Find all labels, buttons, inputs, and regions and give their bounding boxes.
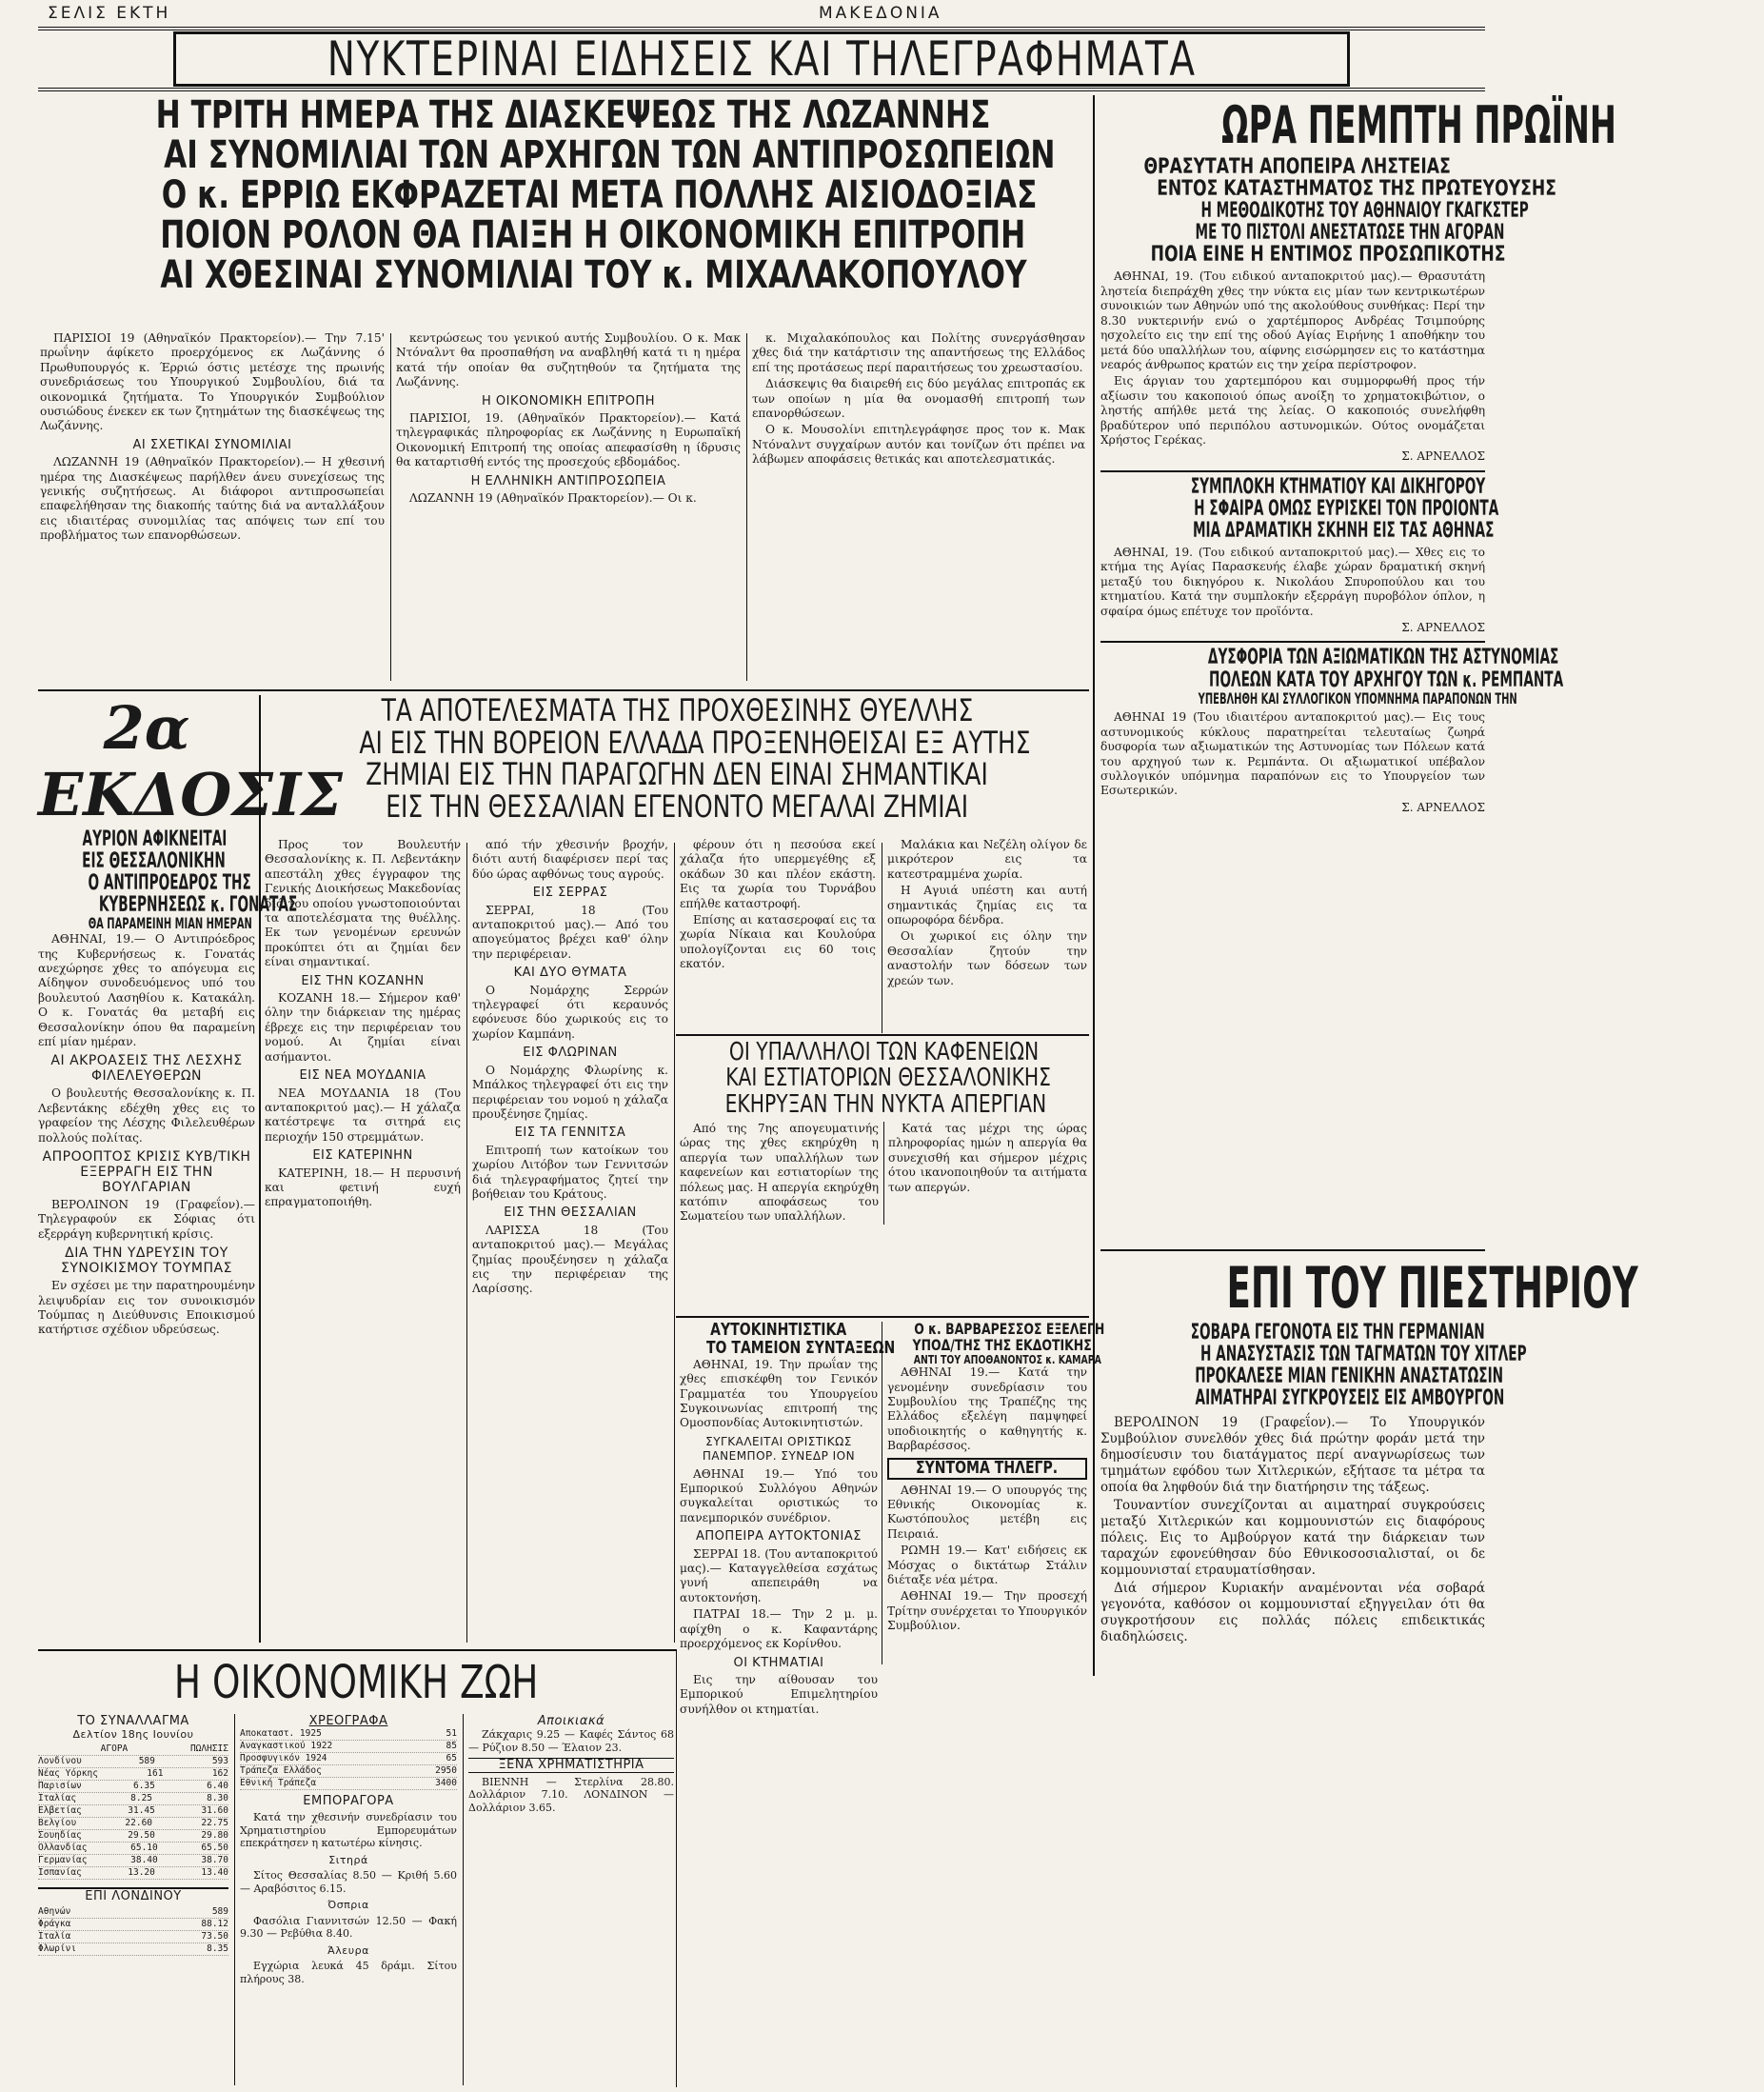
thyella-column-3 — [680, 838, 876, 1028]
right-headline-6: ΠΟΙΑ ΕΙΝΕ Η ΕΝΤΙΜΟΣ ΠΡΟΣΩΠΙΚΟΤΗΣ — [1150, 243, 1506, 268]
securities-title: ΧΡΕΟΓΡΑΦΑ — [308, 1714, 388, 1728]
epi-headline-3: Η ΑΝΑΣΥΣΤΑΣΙΣ ΤΩΝ ΤΑΓΜΑΤΩΝ ΤΟΥ ΧΙΤΛΕΡ — [1199, 1343, 1527, 1367]
table-cell: 8.25 — [130, 1793, 153, 1803]
table-row — [38, 1855, 228, 1867]
ekdosis-headline-5: ΘΑ ΠΑΡΑΜΕΙΝΗ ΜΙΑΝ ΗΜΕΡΑΝ — [88, 914, 252, 933]
subheading: Η ΟΙΚΟΝΟΜΙΚΗ ΕΠΙΤΡΟΠΗ — [481, 393, 656, 408]
thyella-headline-3: ΖΗΜΙΑΙ ΕΙΣ ΤΗΝ ΠΑΡΑΓΩΓΗΝ ΔΕΝ ΕΙΝΑΙ ΣΗΜΑΝΤΙΚΑΙ — [366, 756, 988, 793]
right-headline-4: Η ΜΕΘΟΔΙΚΟΤΗΣ ΤΟΥ ΑΘΗΝΑΙΟΥ ΓΚΑΓΚΣΤΕΡ — [1200, 199, 1529, 224]
paragraph: ΝΕΑ ΜΟΥΔΑΝΙΑ 18 (Του ανταποκριτού μας).— Η χάλαζα κατέστρεψε τα σιτηρά εις περιοχήν 150 στρεμμάτων. — [265, 1086, 461, 1144]
table-cell: 65.10 — [130, 1843, 158, 1853]
lead-headlines — [38, 95, 1085, 329]
paragraph: Οι χωρικοί εις όλην την Θεσσαλίαν ζητούν την αναστολήν των δόσεων των χρεών των. — [887, 929, 1087, 987]
table-row — [38, 1830, 228, 1843]
paragraph: Φασόλια Γιαννιτσών 12.50 — Φακή 9.30 — Ρεβύθια 8.40. — [240, 1914, 457, 1940]
signature: Σ. ΑΡΝΕΛΛΟΣ — [1401, 800, 1485, 814]
kafeneia-headline-3: ΕΚΗΡΥΞΑΝ ΤΗΝ ΝΥΚΤΑ ΑΠΕΡΓΙΑΝ — [724, 1089, 1047, 1119]
paragraph: ΚΟΖΑΝΗ 18.— Σήμερον καθ' όλην την διάρκειαν της ημέρας έβρεχε εις την περιφέρειαν του νομού. Αι ζημίαι είναι ασήμαντοι. — [265, 991, 461, 1064]
subheading: Σιτηρά — [328, 1853, 368, 1866]
table-row — [38, 1931, 228, 1943]
table-cell: Βελγίου — [38, 1818, 77, 1828]
colonial-title: Αποικιακά — [537, 1714, 605, 1728]
paper-name: ΜΑΚΕΔΟΝΙΑ — [819, 4, 942, 23]
right-column-stories — [1100, 95, 1616, 1152]
economy-title-block — [38, 1655, 674, 1712]
right-headline-10: ΔΥΣΦΟΡΙΑ ΤΩΝ ΑΞΙΩΜΑΤΙΚΩΝ ΤΗΣ ΑΣΤΥΝΟΜΙΑΣ — [1207, 646, 1559, 670]
london-rows — [38, 1906, 228, 1956]
subheading: ΕΙΣ ΣΕΡΡΑΣ — [532, 886, 608, 901]
securities-rows — [240, 1728, 457, 1790]
table-cell: 22.60 — [125, 1818, 153, 1828]
table-cell: Γερμανίας — [38, 1855, 88, 1865]
paragraph: ΒΙΕΝΝΗ — Στερλίνα 28.80. Δολλάριον 7.10. ΛΟΝΔΙΝΟΝ — Δολλάριον 3.65. — [468, 1775, 674, 1814]
kafeneia-headline-1: ΟΙ ΥΠΑΛΛΗΛΟΙ ΤΩΝ ΚΑΦΕΝΕΙΩΝ — [728, 1038, 1039, 1066]
subheading: ΣΥΝΤΟΜΑ ΤΗΛΕΓΡ. — [887, 1458, 1087, 1480]
paragraph: ΑΘΗΝΑΙ, 19. (Του ειδικού ανταποκριτού μας).— Χθες εις το κτήμα της Αγίας Παρασκευής έλαβε χώραν δραματική σκηνή μεταξύ του δικηγόρου κ. Νικολάου Σπυροπούλου και του κτηματίου. Κατά την συμπλοκήν εξερράγη πυροβόλον όπλον, η σφαίρα όμως επέτυχε τον προϊόντα. — [1100, 546, 1485, 618]
table-row — [240, 1753, 457, 1765]
paragraph: ΡΩΜΗ 19.— Κατ' ειδήσεις εκ Μόσχας ο δικτάτωρ Στάλιν διέταξε νέα μέτρα. — [887, 1544, 1087, 1586]
table-header-row — [38, 1743, 228, 1756]
economy-title: Η ΟΙΚΟΝΟΜΙΚΗ ΖΩΗ — [173, 1656, 539, 1709]
lead-column-1 — [40, 331, 385, 684]
table-cell: 2950 — [435, 1765, 457, 1776]
epi-headline-1: ΕΠΙ ΤΟΥ ΠΙΕΣΤΗΡΙΟΥ — [1226, 1255, 1638, 1322]
economy-column-3 — [468, 1714, 674, 2085]
table-cell: Αθηνών — [38, 1906, 71, 1917]
paragraph: Διάσκεψις θα διαιρεθή εις δύο μεγάλας επιτροπάς εκ των οποίων η μία θα ονομασθή επιτροπή των επανορθώσεων. — [752, 377, 1085, 421]
paragraph: κεντρώσεως του γενικού αυτής Συμβουλίου. Ο κ. Μακ Ντόναλντ θα προσπαθήση να αναβληθή κατά τι η ημέρα κατά τήν οποίαν θα συζητηθούν τα ζητήματα της Λωζάννης. — [396, 331, 741, 389]
table-cell: Εθνική Τράπεζα — [240, 1778, 317, 1788]
thyella-column-2 — [472, 838, 668, 1643]
table-cell: Ισπανίας — [38, 1867, 82, 1878]
table-cell: Νέας Υόρκης — [38, 1768, 98, 1779]
table-row — [240, 1765, 457, 1778]
epi-headline-4: ΠΡΟΚΑΛΕΣΕ ΜΙΑΝ ΓΕΝΙΚΗΝ ΑΝΑΣΤΑΤΩΣΙΝ — [1195, 1365, 1504, 1389]
fx-rows — [38, 1743, 228, 1880]
masthead-title: ΝΥΚΤΕΡΙΝΑΙ ΕΙΔΗΣΕΙΣ ΚΑΙ ΤΗΛΕΓΡΑΦΗΜΑΤΑ — [327, 31, 1197, 87]
paragraph: ΛΩΖΑΝΝΗ 19 (Αθηναϊκόν Πρακτορείον).— Οι κ. — [409, 491, 697, 506]
paragraph: Διά σήμερον Κυριακήν αναμένονται νέα σοβαρά γεγονότα, καθόσον οι κομμουνισταί εξηγγειλαν ότι θα συγκροτήσουν εις πολλάς πόλεις επιδεικτικάς διαδηλώσεις. — [1100, 1581, 1485, 1645]
table-row — [240, 1741, 457, 1753]
table-cell: 8.35 — [207, 1943, 228, 1954]
thyella-column-1 — [265, 838, 461, 1643]
subheading: ΕΙΣ ΤΑ ΓΕΝΝΙΤΣΑ — [514, 1126, 626, 1141]
paragraph: από τήν χθεσινήν βροχήν, διότι αυτή διαφέρισεν περί τας δύο ώρας αφθόνως τους αγρούς. — [472, 838, 668, 881]
table-cell: 13.20 — [128, 1867, 155, 1878]
paragraph: ΛΑΡΙΣΣΑ 18 (Του ανταποκριτού μας).— Μεγάλας ζημίας προυξένησεν η χάλαζα εις την περιφέρειαν της Λαρίσσης. — [472, 1223, 668, 1296]
table-cell: Παρισίων — [38, 1781, 82, 1791]
table-cell: Ιταλίας — [38, 1793, 77, 1803]
masthead — [38, 27, 1485, 91]
paragraph: Εγχώρια λευκά 45 δράμι. Σίτου πλήρους 38. — [240, 1960, 457, 1985]
right-headline-2: ΘΡΑΣΥΤΑΤΗ ΑΠΟΠΕΙΡΑ ΛΗΣΤΕΙΑΣ — [1143, 155, 1451, 179]
fx-title: ΤΟ ΣΥΝΑΛΛΑΓΜΑ — [77, 1714, 189, 1728]
paragraph: Σίτος Θεσσαλίας 8.50 — Κριθή 5.60 — Αραβόσιτος 6.15. — [240, 1869, 457, 1895]
table-cell: Ολλανδίας — [38, 1843, 88, 1853]
table-cell: 8.30 — [207, 1793, 228, 1803]
right-headline-1: ΩΡΑ ΠΕΜΠΤΗ ΠΡΩΪΝΗ — [1221, 95, 1616, 155]
paragraph: Προς τον Βουλευτήν Θεσσαλονίκης κ. Π. Λεβεντάκην απεστάλη χθες έγγραφον της Γενικής Διοικήσεως Μακεδονίας διά του οποίου γνωστοποιούνται τα αποτελέσματα της θυέλλης. Εκ των γενομένων ερευνών προκύπτει ότι αι ζημίαι δεν είναι σημαντικαί. — [265, 838, 461, 969]
table-row — [240, 1778, 457, 1790]
ekdosis-headline-2: ΕΙΣ ΘΕΣΣΑΛΟΝΙΚΗΝ — [82, 849, 226, 874]
paragraph: Ο κ. Μουσολίνι επιτηλεγράφησε προς τον κ. Μακ Ντόναλντ συγχαίρων αυτόν και τονίζων ότι πρέπει να λάβωμεν αποφάσεις θετικάς και αποτελεσματικάς. — [752, 423, 1085, 467]
table-row — [38, 1818, 228, 1830]
table-cell: 29.50 — [128, 1830, 155, 1841]
table-cell: Ελβετίας — [38, 1805, 82, 1816]
table-cell: 31.60 — [201, 1805, 228, 1816]
paragraph: ΑΘΗΝΑΙ, 19. Την πρωΐαν της χθες επισκέφθη τον Γενικόν Γραμματέα του Υπουργείου Συγκοινωνίας επιτροπή της Ομοσπονδίας Αυτοκινητιστών. — [680, 1357, 878, 1430]
varvaressos-headline-3: ΑΝΤΙ ΤΟΥ ΑΠΟΘΑΝΟΝΤΟΣ κ. ΚΑΜΑΡΑ — [913, 1352, 1101, 1366]
right-headline-3: ΕΝΤΟΣ ΚΑΤΑΣΤΗΜΑΤΟΣ ΤΗΣ ΠΡΩΤΕΥΟΥΣΗΣ — [1157, 177, 1556, 202]
subheading: Η ΕΛΛΗΝΙΚΗ ΑΝΤΙΠΡΟΣΩΠΕΙΑ — [470, 473, 666, 488]
table-cell: 3400 — [435, 1778, 457, 1788]
subheading: ΕΙΣ ΝΕΑ ΜΟΥΔΑΝΙΑ — [299, 1068, 426, 1084]
thyella-headline-1: ΤΑ ΑΠΟΤΕΛΕΣΜΑΤΑ ΤΗΣ ΠΡΟΧΘΕΣΙΝΗΣ ΘΥΕΛΛΗΣ — [381, 692, 973, 728]
thyella-headlines — [265, 692, 1089, 838]
paragraph: ΣΕΡΡΑΙ, 18 (Του ανταποκριτού μας).— Από του απογεύματος βρέχει καθ' όλην την περιφέρειαν. — [472, 903, 668, 961]
table-cell: 589 — [211, 1906, 228, 1917]
kafeneia-story — [680, 1040, 1087, 1311]
paragraph: ΑΘΗΝΑΙ 19.— Υπό του Εμπορικού Συλλόγου Αθηνών συγκαλείται οριστικώς το πανεμπορικόν συνέδριον. — [680, 1466, 878, 1524]
table-row — [240, 1728, 457, 1741]
table-cell: 161 — [147, 1768, 164, 1779]
ekdosis-column — [38, 693, 343, 1647]
table-row — [38, 1805, 228, 1818]
subheading: ΣΥΓΚΑΛΕΙΤΑΙ ΟΡΙΣΤΙΚΩΣ ΠΑΝΕΜΠΟΡ. ΣΥΝΕΔΡ ΙΟΝ — [702, 1434, 856, 1464]
paragraph: ΒΕΡΟΛΙΝΟΝ 19 (Γραφεΐον).— Το Υπουργικόν Συμβούλιον συνελθόν χθες διά πρώτην φοράν μετά την δημοσίευσιν του διατάγματος περί αναγνωρίσεως των τμημάτων εφόδου των Χιτλερικών, εξήτασε τα μέτρα τα οποία θα ληφθούν διά την διατήρησιν της τάξεως. — [1100, 1415, 1485, 1496]
lead-headline-5: ΑΙ ΧΘΕΣΙΝΑΙ ΣΥΝΟΜΙΛΙΑΙ ΤΟΥ κ. ΜΙΧΑΛΑΚΟΠΟΥΛΟΥ — [160, 253, 1027, 297]
economy-column-2 — [240, 1714, 457, 2085]
lead-column-3 — [752, 331, 1085, 684]
paragraph: Μαλάκια και Νεζέλη ολίγον δε μικρότερον εις τα κατεστραμμένα χωρία. — [887, 838, 1087, 881]
table-cell: 51 — [446, 1728, 457, 1739]
table-cell: 593 — [211, 1756, 228, 1766]
paragraph: ΣΕΡΡΑΙ 18. (Του ανταποκριτού μας).— Καταγγελθείσα εσχάτως γυνή απεπειράθη να αυτοκτονήση. — [680, 1546, 878, 1604]
kafeneia-headline-2: ΚΑΙ ΕΣΤΙΑΤΟΡΙΩΝ ΘΕΣΣΑΛΟΝΙΚΗΣ — [725, 1064, 1051, 1093]
subheading: ΑΙ ΣΧΕΤΙΚΑΙ ΣΥΝΟΜΙΛΙΑΙ — [132, 437, 292, 452]
table-cell: 162 — [211, 1768, 228, 1779]
table-cell: Φλωρίνι — [38, 1943, 77, 1954]
signature: Σ. ΑΡΝΕΛΛΟΣ — [1401, 621, 1485, 635]
paragraph: ΠΑΤΡΑΙ 18.— Την 2 μ. μ. αφίχθη ο κ. Καφαντάρης προερχόμενος εκ Κορίνθου. — [680, 1607, 878, 1651]
subheading: ΟΙ ΚΤΗΜΑΤΙΑΙ — [733, 1655, 824, 1670]
table-cell: Αποκαταστ. 1925 — [240, 1728, 322, 1739]
table-cell: ΑΓΟΡΑ — [100, 1743, 129, 1754]
table-cell: 29.80 — [201, 1830, 228, 1841]
table-cell: 65 — [446, 1753, 457, 1763]
subheading: ΚΑΙ ΔΥΟ ΘΥΜΑΤΑ — [513, 966, 627, 981]
ekdosis-headline-3: Ο ΑΝΤΙΠΡΟΕΔΡΟΣ ΤΗΣ — [88, 871, 251, 896]
page-label: ΣΕΛΙΣ ΕΚΤΗ — [48, 4, 171, 23]
lead-headline-2: ΑΙ ΣΥΝΟΜΙΛΙΑΙ ΤΩΝ ΑΡΧΗΓΩΝ ΤΩΝ ΑΝΤΙΠΡΟΣΩΠΕΙΩΝ — [164, 133, 1056, 177]
table-cell: 88.12 — [201, 1919, 228, 1929]
subheading: ΑΙ ΑΚΡΟΑΣΕΙΣ ΤΗΣ ΛΕΣΧΗΣ ΦΙΛΕΛΕΥΘΕΡΩΝ — [50, 1053, 243, 1085]
table-cell: 22.75 — [201, 1818, 228, 1828]
subheading: ΕΜΠΟΡΑΓΟΡΑ — [303, 1794, 394, 1808]
lead-headline-1: Η ΤΡΙΤΗ ΗΜΕΡΑ ΤΗΣ ΔΙΑΣΚΕΨΕΩΣ ΤΗΣ ΛΩΖΑΝΝΗΣ — [155, 93, 991, 137]
table-cell: Προσφυγικόν 1924 — [240, 1753, 327, 1763]
subheading: ΑΠΟΠΕΙΡΑ ΑΥΤΟΚΤΟΝΙΑΣ — [696, 1529, 862, 1544]
table-cell: 13.40 — [201, 1867, 228, 1878]
subheading: Όσπρια — [327, 1899, 369, 1911]
table-row — [38, 1906, 228, 1919]
table-cell: 65.50 — [201, 1843, 228, 1853]
subheading: ΕΙΣ ΤΗΝ ΘΕΣΣΑΛΙΑΝ — [504, 1205, 637, 1221]
paragraph: Κατά τας μέχρι της ώρας πληροφορίας ημών η απεργία θα συνεχισθή και σήμερον μέχρις ότου ικανοποιηθούν τα αιτήματα των απεργών. — [888, 1121, 1087, 1194]
subheading: ΕΙΣ ΤΗΝ ΚΟΖΑΝΗΝ — [301, 973, 425, 988]
paragraph: ΠΑΡΙΣΙΟΙ 19 (Αθηναϊκόν Πρακτορείον).— Την 7.15' πρωΐνην άφίκετο προερχόμενος εκ Λωζάννης ό Πρωθυπουργός κ. Έρριώ όστις μετέσχε της πρωινής συνεδριάσεως του Υπουργικού Συμβουλίου, διά τα οικονομικά ζητήματα. Το Υπουργικόν Συμβούλιον ουσιώδους ένεκεν εκ των ζητημάτων της διασκέψεως της Λωζάννης. — [40, 331, 385, 433]
paragraph: Κατά την χθεσινήν συνεδρίασιν του Χρηματιστηρίου Εμπορευμάτων επεκράτησεν η κατωτέρω κίνησις. — [240, 1811, 457, 1849]
varvaressos-headline-2: ΥΠΟΔ/ΤΗΣ ΤΗΣ ΕΚΔΟΤΙΚΗΣ — [912, 1335, 1092, 1354]
table-row — [38, 1756, 228, 1768]
table-cell: Λονδίνου — [38, 1756, 82, 1766]
paragraph: Ζάκχαρις 9.25 — Καφές Σάντος 68 — Ρύζιον 8.50 — Έλαιον 23. — [468, 1728, 674, 1754]
table-cell: 6.40 — [207, 1781, 228, 1791]
paragraph: ΑΘΗΝΑΙ 19 (Του ιδιαιτέρου ανταποκριτού μας).— Εις τους αστυνομικούς κύκλους παρατηρείται τελευταίως ζωηρά δυσφορία των αξιωματικών της Αστυνομίας των Πόλεων κατά του αρχηγού των κ. Ρεμπάντα. Οι αξιωματικοί υπέβαλον συλλογικόν υπόμνημα παραπόνων εις το Υπουργείον των Εσωτερικών. — [1100, 710, 1485, 798]
ekdosis-title: 2α ΕΚΔΟΣΙΣ — [38, 693, 343, 829]
paragraph: κ. Μιχαλακόπουλος και Πολίτης συνεργάσθησαν χθες διά την κατάρτισιν της απαντήσεως της Ελλάδος επί της προτάσεως περί παραιτήσεως του χρεωστασίου. — [752, 331, 1085, 374]
fx-subtitle: Δελτίον 18ης Ιουνίου — [72, 1728, 194, 1741]
subheading: ΔΙΑ ΤΗΝ ΥΔΡΕΥΣΙΝ ΤΟΥ ΣΥΝΟΙΚΙΣΜΟΥ ΤΟΥΜΠΑΣ — [61, 1245, 232, 1277]
paragraph: Ο βουλευτής Θεσσαλονίκης κ. Π. Λεβεντάκης εδέχθη χθες εις το γραφείον της Λέσχης Φιλελευθέρων πολλούς πολίτας. — [38, 1086, 255, 1145]
paragraph: Εις την αίθουσαν του Εμπορικού Επιμελητηρίου συνήλθον οι κτηματίαι. — [680, 1672, 878, 1716]
table-cell: Τράπεζα Ελλάδος — [240, 1765, 322, 1776]
ekdosis-headline-4: ΚΥΒΕΡΝΗΣΕΩΣ κ. ΓΟΝΑΤΑΣ — [98, 893, 298, 918]
page-header — [38, 4, 1485, 25]
table-row — [38, 1943, 228, 1956]
subheading: Άλευρα — [327, 1943, 369, 1957]
paragraph: Επιτροπή των κατοίκων του χωρίου Λιτόβον των Γεννιτσών διά τηλεγραφήματος ζητεί την βοήθειαν του Κράτους. — [472, 1143, 668, 1201]
table-cell: Φράγκα — [38, 1919, 71, 1929]
thyella-headline-2: ΑΙ ΕΙΣ ΤΗΝ ΒΟΡΕΙΟΝ ΕΛΛΑΔΑ ΠΡΟΞΕΝΗΘΕΙΣΑΙ ΕΞ ΑΥΤΗΣ — [359, 724, 1031, 761]
paragraph: Εν σχέσει με την παρατηρουμένην λειψυδρίαν εις τον συνοικισμόν Τούμπας η Διεύθυνσις Εποικισμού κατήρτισε σχέδιον υδρεύσεως. — [38, 1279, 255, 1337]
lead-headline-3: Ο κ. ΕΡΡΙΩ ΕΚΦΡΑΖΕΤΑΙ ΜΕΤΑ ΠΟΛΛΗΣ ΑΙΣΙΟΔΟΞΙΑΣ — [161, 173, 1038, 217]
right-headline-7: ΣΥΜΠΛΟΚΗ ΚΤΗΜΑΤΙΟΥ ΚΑΙ ΔΙΚΗΓΟΡΟΥ — [1190, 474, 1486, 499]
varvaressos-story — [887, 1320, 1105, 1664]
paragraph: ΒΕΡΟΛΙΝΟΝ 19 (Γραφεΐον).— Τηλεγραφούν εκ Σόφιας ότι εξερράγη κυβερνητική κρίσις. — [38, 1198, 255, 1241]
signature: Σ. ΑΡΝΕΛΛΟΣ — [1401, 449, 1485, 464]
paragraph: ΑΘΗΝΑΙ 19.— Κατά την γενομένην συνεδρίασιν του Συμβουλίου της Τραπέζης της Ελλάδος εξελέγη παμψηφεί υποδιοικητής ο καθηγητής κ. Βαρβαρέσσος. — [887, 1365, 1087, 1453]
table-row — [38, 1793, 228, 1805]
paragraph: Από της 7ης απογευματινής ώρας της χθες εκηρύχθη η απεργία των υπαλλήλων των καφενείων και εστιατορίων της πόλεως μας. Η απεργία εκηρύχθη κατόπιν αποφάσεως του Σωματείου των υπαλλήλων. — [680, 1121, 879, 1224]
table-cell: 73.50 — [201, 1931, 228, 1942]
varvaressos-headline-1: Ο κ. ΒΑΡΒΑΡΕΣΣΟΣ ΕΞΕΛΕΓΗ — [914, 1320, 1105, 1338]
paragraph: Ο Νομάρχης Σερρών τηλεγραφεί ότι κεραυνός εφόνευσε δύο χωρικούς εις το χωρίον Καμπάνη. — [472, 983, 668, 1041]
epi-headline-2: ΣΟΒΑΡΑ ΓΕΓΟΝΟΤΑ ΕΙΣ ΤΗΝ ΓΕΡΜΑΝΙΑΝ — [1190, 1321, 1485, 1345]
table-row — [38, 1843, 228, 1855]
thyella-column-4 — [887, 838, 1087, 1028]
auto-story — [680, 1320, 896, 1716]
table-row — [38, 1781, 228, 1793]
right-headline-12: ΥΠΕΒΛΗΘΗ ΚΑΙ ΣΥΛΛΟΓΙΚΟΝ ΥΠΟΜΝΗΜΑ ΠΑΡΑΠΟΝΩΝ ΤΗΝ — [1198, 688, 1517, 707]
paragraph: ΠΑΡΙΣΙΟΙ, 19. (Αθηναϊκόν Πρακτορείον).— Κατά τηλεγραφικάς πληροφορίας εκ Λωζάννης η Ευρωπαϊκή Οικονομική Επιτροπή της οποίας απεφασίσθη η ίδρυσις θα καταρτισθή εντός της προσεχούς εβδομάδος. — [396, 411, 741, 469]
auto-headline-1: ΑΥΤΟΚΙΝΗΤΙΣΤΙΚΑ — [710, 1320, 847, 1340]
table-cell: Ιταλία — [38, 1931, 71, 1942]
paragraph: ΚΑΤΕΡΙΝΗ, 18.— Η περυσινή και φετινή ευχή επραγματοποιήθη. — [265, 1166, 461, 1209]
paragraph: ΛΩΖΑΝΝΗ 19 (Αθηναϊκόν Πρακτορείον).— Η χθεσινή ημέρα της Διασκέψεως παρήλθεν άνευ συνεχίσεως της γενικής συζητήσεως. Αι διάφοροι αντιπροσωπείαι επαφελήθησαν της διακοπής ταύτης διά να ανταλλάξουν εις ιδιαιτέρας συνομιλίας τας απόψεις των επί του προβλήματος των επανορθώσεων. — [40, 455, 385, 543]
subheading: ΕΙΣ ΦΛΩΡΙΝΑΝ — [523, 1046, 618, 1061]
fx-table — [38, 1714, 228, 2085]
subheading: ΑΠΡΟΟΠΤΟΣ ΚΡΙΣΙΣ ΚΥΒ/ΤΙΚΗ ΕΞΕΡΡΑΓΗ ΕΙΣ ΤΗΝ ΒΟΥΛΓΑΡΙΑΝ — [42, 1149, 251, 1196]
right-headline-9: ΜΙΑ ΔΡΑΜΑΤΙΚΗ ΣΚΗΝΗ ΕΙΣ ΤΑΣ ΑΘΗΝΑΣ — [1192, 518, 1495, 543]
epi-headline-5: ΑΙΜΑΤΗΡΑΙ ΣΥΓΚΡΟΥΣΕΙΣ ΕΙΣ ΑΜΒΟΥΡΓΟΝ — [1195, 1386, 1505, 1411]
table-cell: 38.40 — [130, 1855, 158, 1865]
auto-headline-2: ΤΟ ΤΑΜΕΙΟΝ ΣΥΝΤΑΞΕΩΝ — [705, 1337, 896, 1358]
ekdosis-headline-1: ΑΥΡΙΟΝ ΑΦΙΚΝΕΙΤΑΙ — [82, 827, 228, 851]
london-title: ΕΠΙ ΛΟΝΔΙΝΟΥ — [38, 1887, 228, 1903]
paragraph: Η Αγυιά υπέστη και αυτή σημαντικάς ζημίας εις τα οπωροφόρα δένδρα. — [887, 884, 1087, 927]
table-cell: 589 — [138, 1756, 155, 1766]
table-cell: 38.70 — [201, 1855, 228, 1865]
paragraph: Εις άργιαν του χαρτεμπόρου και συμμορφωθή προς τήν αξίωσιν του κακοποιού όπως ανοίξη το χρηματοκιβώτιον, ο ληστής απήλθε μετά της λείας. Ο κακοποιός συνελήφθη βραδύτερον υπό περιπόλου αστυνομικών. Ούτος ονομάζεται Χρήστος Γερέκας. — [1100, 374, 1485, 447]
paragraph: Ο Νομάρχης Φλωρίνης κ. Μπάλκος τηλεγραφεί ότι εις την περιφέρειαν του νομού η χάλαζα προυξένησε ζημίας. — [472, 1063, 668, 1121]
paragraph: ΑΘΗΝΑΙ, 19.— Ο Αντιπρόεδρος της Κυβερνήσεως κ. Γονατάς ανεχώρησε χθες το απόγευμα εις Αίδηψον συνοδευόμενος υπό του βουλευτού Λασηθίου κ. Κατακάλη. Ο κ. Γονατάς θα μεταβή εις Θεσσαλονίκην όπου θα παραμείνη επί μίαν ημέραν. — [38, 932, 255, 1049]
table-cell: 85 — [446, 1741, 457, 1751]
table-cell: ΠΩΛΗΣΙΣ — [189, 1743, 228, 1754]
lead-column-2 — [396, 331, 741, 684]
table-cell: 6.35 — [132, 1781, 155, 1791]
table-cell: 31.45 — [128, 1805, 155, 1816]
table-row — [38, 1867, 228, 1880]
table-row — [38, 1919, 228, 1931]
paragraph: Επίσης αι κατασεροφαί εις τα χωρία Νίκαια και Κουλούρα υπολογίζονται εις 60 τοις εκατόν. — [680, 913, 876, 971]
epi-story — [1100, 1249, 1638, 2087]
paragraph: ΑΘΗΝΑΙ 19.— Ο υπουργός της Εθνικής Οικονομίας κ. Κωστόπουλος μετέβη εις Πειραιά. — [887, 1483, 1087, 1541]
right-headline-11: ΠΟΛΕΩΝ ΚΑΤΑ ΤΟΥ ΑΡΧΗΓΟΥ ΤΩΝ κ. ΡΕΜΠΑΝΤΑ — [1209, 667, 1564, 692]
subheading: ΕΙΣ ΚΑΤΕΡΙΝΗΝ — [312, 1148, 413, 1164]
table-cell: Αναγκαστικού 1922 — [240, 1741, 333, 1751]
paragraph: ΑΘΗΝΑΙ, 19. (Του ειδικού ανταποκριτού μας).— Θρασυτάτη ληστεία διεπράχθη χθες την νύκτα εις μίαν των κεντρικωτέρων συνοικιών των Αθηνών υπό της ακολούθους συνθήκας: Περί την 8.30 νυκτερινήν ενώ ο χαρτέμπορος Ανδρέας Τσιμπούρης ησχολείτο εις την επί της οδού Αγίας Ειρήνης 1 αποθήκην του μετά δύο υπαλλήλων του, αίφνης εισώρμησεν εις το κατάστημα νεαρός άνθρωπος κρατών εις την χείρα περίστροφον. — [1100, 269, 1485, 371]
paragraph: φέρουν ότι η πεσούσα εκεί χάλαζα ήτο υπερμεγέθης εξ οκάδων 30 και πλέον εκάστη. Εις τα χωρία του Τυρνάβου επήλθε καταστροφή. — [680, 838, 876, 910]
right-headline-8: Η ΣΦΑΙΡΑ ΟΜΩΣ ΕΥΡΙΣΚΕΙ ΤΟΝ ΠΡΟΙΟΝΤΑ — [1194, 496, 1499, 521]
lead-headline-4: ΠΟΙΟΝ ΡΟΛΟΝ ΘΑ ΠΑΙΞΗ Η ΟΙΚΟΝΟΜΙΚΗ ΕΠΙΤΡΟΠΗ — [160, 213, 1026, 257]
paragraph: ΑΘΗΝΑΙ 19.— Την προσεχή Τρίτην συνέρχεται το Υπουργικόν Συμβούλιον. — [887, 1589, 1087, 1633]
thyella-headline-4: ΕΙΣ ΤΗΝ ΘΕΣΣΑΛΙΑΝ ΕΓΕΝΟΝΤΟ ΜΕΓΑΛΑΙ ΖΗΜΙΑΙ — [386, 787, 968, 825]
right-headline-5: ΜΕ ΤΟ ΠΙΣΤΟΛΙ ΑΝΕΣΤΑΤΩΣΕ ΤΗΝ ΑΓΟΡΑΝ — [1195, 221, 1505, 246]
table-cell: Σουηδίας — [38, 1830, 82, 1841]
table-row — [38, 1768, 228, 1781]
paragraph: Τουναντίον συνεχίζονται αι αιματηραί συγκρούσεις μεταξύ Χιτλερικών και κομμουνιστών εις διαφόρους πόλεις. Εις το Αμβούργον κατά την διάρκειαν των ταραχών εφονεύθησαν δύο Εθνικοσοσιαλισταί, οι δε κομμουνισταί ετραυματίσθησαν. — [1100, 1498, 1485, 1579]
subheading: ΞΕΝΑ ΧΡΗΜΑΤΙΣΤΗΡΙΑ — [468, 1758, 674, 1773]
